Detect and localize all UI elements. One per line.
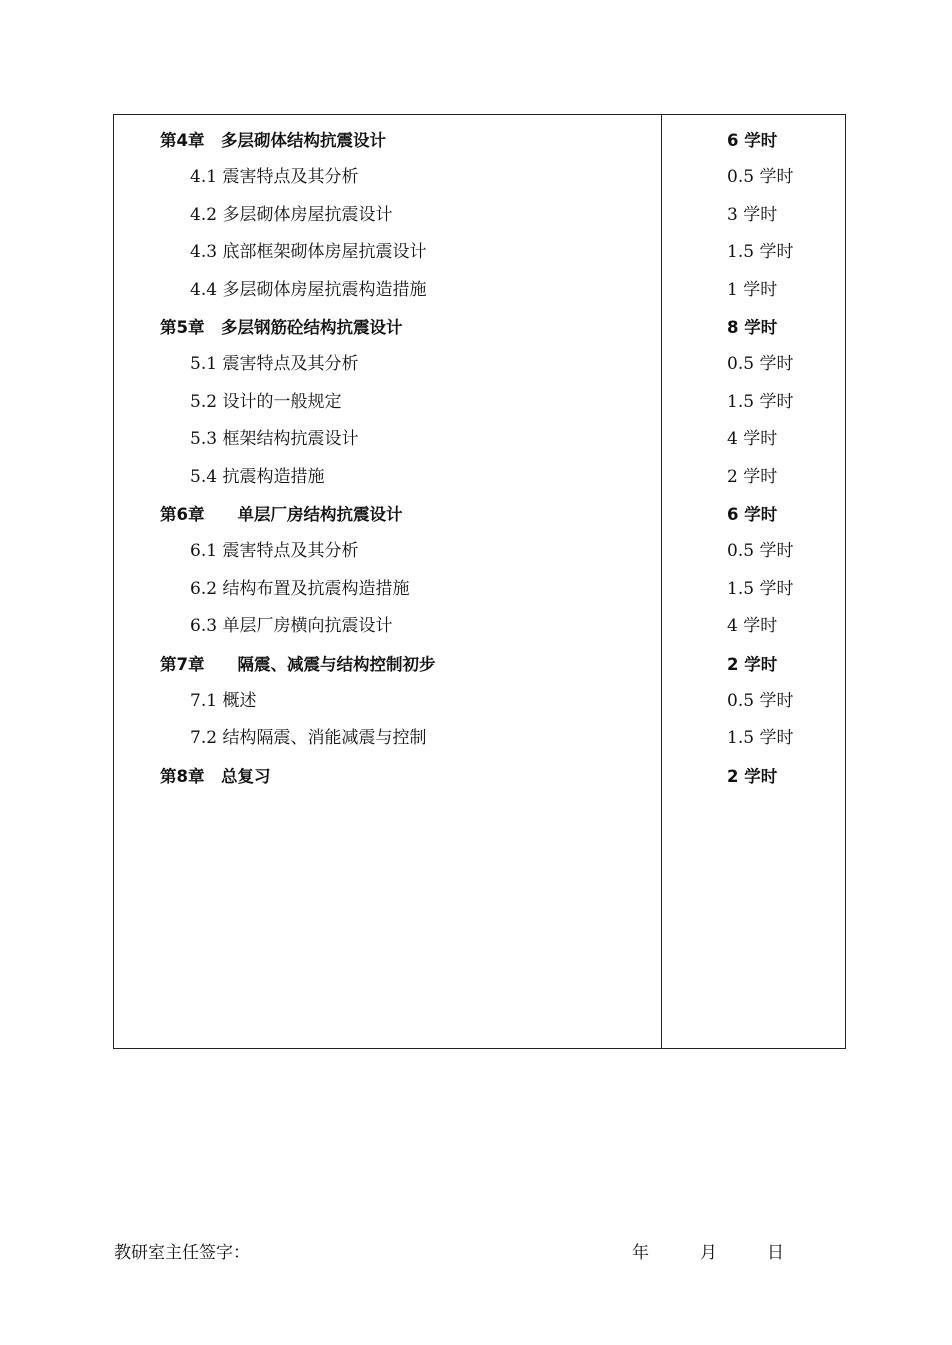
section-title: 5.1 震害特点及其分析 xyxy=(190,354,359,375)
hours-value: 1.5 学时 xyxy=(727,578,794,599)
section-row xyxy=(114,234,847,271)
hours-value: 2 学时 xyxy=(727,466,778,487)
section-title: 6.3 单层厂房横向抗震设计 xyxy=(190,616,393,637)
hours-value: 1 学时 xyxy=(727,279,778,300)
hours-value: 2 学时 xyxy=(727,654,778,674)
section-row xyxy=(114,720,847,757)
section-row xyxy=(114,384,847,421)
syllabus-table xyxy=(113,114,846,1049)
chapter-row xyxy=(114,122,847,159)
date-day-label: 日 xyxy=(767,1243,784,1263)
section-row xyxy=(114,571,847,608)
section-row xyxy=(114,197,847,234)
section-title: 4.3 底部框架砌体房屋抗震设计 xyxy=(190,242,427,263)
section-row xyxy=(114,533,847,570)
chapter-row xyxy=(114,758,847,795)
chapter-title: 第5章 多层钢筋砼结构抗震设计 xyxy=(160,318,403,337)
section-title: 4.2 多层砌体房屋抗震设计 xyxy=(190,204,393,225)
hours-value: 1.5 学时 xyxy=(727,728,794,749)
date-month-label: 月 xyxy=(700,1243,717,1263)
section-row xyxy=(114,272,847,309)
chapter-title: 第7章 隔震、减震与结构控制初步 xyxy=(160,654,436,674)
section-row xyxy=(114,608,847,645)
hours-value: 0.5 学时 xyxy=(727,167,794,188)
section-row xyxy=(114,459,847,496)
chapter-title: 第6章 单层厂房结构抗震设计 xyxy=(160,505,403,524)
signature-label: 教研室主任签字： xyxy=(114,1243,250,1263)
date-year-label: 年 xyxy=(632,1243,649,1263)
chapter-row xyxy=(114,496,847,533)
section-title: 5.3 框架结构抗震设计 xyxy=(190,429,359,450)
section-row xyxy=(114,159,847,196)
hours-value: 2 学时 xyxy=(727,766,778,786)
section-title: 6.2 结构布置及抗震构造措施 xyxy=(190,578,410,599)
hours-value: 6 学时 xyxy=(727,131,778,150)
chapter-row xyxy=(114,646,847,683)
section-title: 6.1 震害特点及其分析 xyxy=(190,541,359,562)
chapter-title: 第4章 多层砌体结构抗震设计 xyxy=(160,131,386,150)
hours-value: 1.5 学时 xyxy=(727,391,794,412)
hours-value: 0.5 学时 xyxy=(727,691,794,711)
section-row xyxy=(114,683,847,720)
hours-value: 0.5 学时 xyxy=(727,354,794,375)
section-row xyxy=(114,346,847,383)
hours-value: 4 学时 xyxy=(727,429,778,450)
hours-value: 1.5 学时 xyxy=(727,242,794,263)
hours-value: 6 学时 xyxy=(727,505,778,524)
section-title: 5.4 抗震构造措施 xyxy=(190,466,325,487)
section-row xyxy=(114,421,847,458)
section-title: 7.2 结构隔震、消能减震与控制 xyxy=(190,728,427,749)
hours-value: 4 学时 xyxy=(727,616,778,637)
chapter-row xyxy=(114,309,847,346)
hours-value: 0.5 学时 xyxy=(727,541,794,562)
section-title: 4.1 震害特点及其分析 xyxy=(190,167,359,188)
hours-value: 8 学时 xyxy=(727,318,778,337)
section-title: 5.2 设计的一般规定 xyxy=(190,391,342,412)
section-title: 4.4 多层砌体房屋抗震构造措施 xyxy=(190,279,427,300)
hours-value: 3 学时 xyxy=(727,204,778,225)
section-title: 7.1 概述 xyxy=(190,691,257,711)
chapter-title: 第8章 总复习 xyxy=(160,766,271,786)
